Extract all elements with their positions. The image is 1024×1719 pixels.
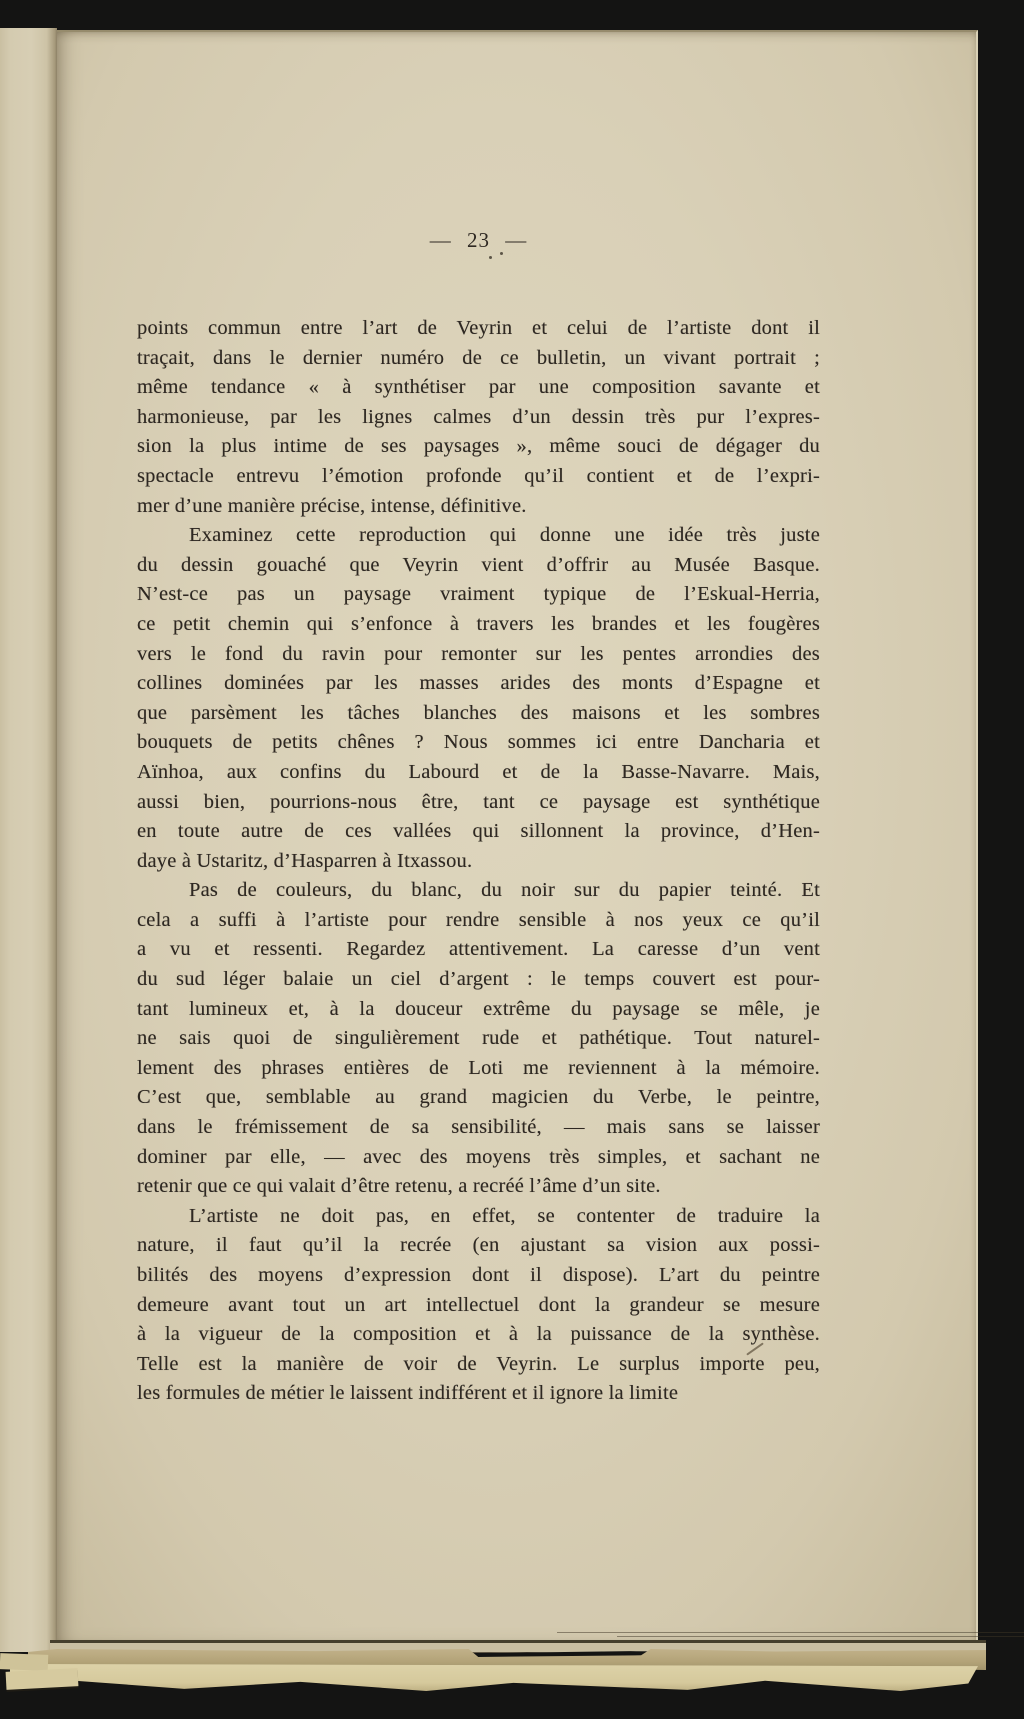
text-line: spectacle entrevu l’émotion profonde qu’il contient et de l’expri- [137, 464, 820, 487]
text-line: bouquets de petits chênes ? Nous sommes ici entre Dancharia et [137, 731, 820, 754]
bottom-page-edges [0, 1640, 992, 1716]
text-line: C’est que, semblable au grand magicien du Verbe, le peintre, [137, 1086, 820, 1109]
text-line: du dessin gouaché que Veyrin vient d’offrir au Musée Basque. [137, 553, 820, 576]
text-line: points commun entre l’art de Veyrin et celui de l’artiste dont il [137, 317, 820, 339]
text-line: que parsèment les tâches blanches des maisons et les sombres [137, 701, 820, 724]
page-crease-line [557, 1632, 1024, 1633]
text-line: Aïnhoa, aux confins du Labourd et de la Basse-Navarre. Mais, [137, 760, 820, 783]
page-edge-strip [10, 1664, 978, 1691]
text-line: Examinez cette reproduction qui donne une idée très juste [189, 524, 820, 547]
paragraph [137, 314, 820, 521]
ink-speck [500, 252, 503, 255]
text-line: aussi bien, pourrions-nous être, tant ce paysage est synthétique [137, 790, 820, 813]
text-line: daye à Ustaritz, d’Hasparren à Itxassou. [137, 849, 473, 872]
text-line: vers le fond du ravin pour remonter sur les pentes arrondies des [137, 642, 820, 665]
page-crease-line [617, 1636, 1024, 1637]
text-line: sion la plus intime de ses paysages », même souci de dégager du [137, 435, 820, 458]
text-line: ne sais quoi de singulièrement rude et pathétique. Tout naturel- [137, 1027, 820, 1050]
paragraph [137, 1202, 820, 1409]
facing-page-edge [0, 28, 57, 1652]
paragraph [137, 521, 820, 876]
text-line: les formules de métier le laissent indifférent et il ignore la limite [137, 1382, 679, 1405]
text-line: harmonieuse, par les lignes calmes d’un dessin très pur l’expres- [137, 405, 820, 428]
text-line: lement des phrases entières de Loti me reviennent à la mémoire. [137, 1056, 820, 1079]
text-line: L’artiste ne doit pas, en effet, se contenter de traduire la [189, 1204, 820, 1227]
text-line: tant lumineux et, à la douceur extrême du paysage se mêle, je [137, 997, 820, 1020]
text-line: du sud léger balaie un ciel d’argent : le temps couvert est pour- [137, 968, 820, 991]
text-line: collines dominées par les masses arides des monts d’Espagne et [137, 672, 820, 695]
text-line: N’est-ce pas un paysage vraiment typique de l’Eskual-Herria, [137, 583, 820, 606]
text-line: en toute autre de ces vallées qui sillonnent la province, d’Hen- [137, 820, 820, 843]
text-line: a vu et ressenti. Regardez attentivement. La caresse d’un vent [137, 938, 820, 961]
text-line: mer d’une manière précise, intense, définitive. [137, 494, 527, 517]
text-line: bilités des moyens d’expression dont il dispose). L’art du peintre [137, 1264, 820, 1286]
text-line: nature, il faut qu’il la recrée (en ajustant sa vision aux possi- [137, 1234, 820, 1257]
text-line: demeure avant tout un art intellectuel dont la grandeur se mesure [137, 1293, 820, 1316]
page-corner-tab [0, 1653, 48, 1671]
text-line: à la vigueur de la composition et à la puissance de la synthèse. [137, 1323, 820, 1346]
text-line: Pas de couleurs, du blanc, du noir sur du papier teinté. Et [189, 879, 820, 902]
text-line: même tendance « à synthétiser par une composition savante et [137, 376, 820, 399]
ink-speck [489, 256, 492, 259]
text-line: dans le frémissement de sa sensibilité, — mais sans se laisser [137, 1116, 820, 1139]
text-line: retenir que ce qui valait d’être retenu, a recréé l’âme d’un site. [137, 1175, 661, 1198]
text-line: cela a suffi à l’artiste pour rendre sensible à nos yeux ce qu’il [137, 908, 820, 931]
text-line: Telle est la manière de voir de Veyrin. Le surplus importe peu, [137, 1352, 820, 1375]
page-corner-tab [6, 1668, 79, 1690]
text-block [137, 314, 820, 1409]
text-line: traçait, dans le dernier numéro de ce bulletin, un vivant portrait ; [137, 346, 820, 369]
text-line: ce petit chemin qui s’enfonce à travers les brandes et les fougères [137, 612, 820, 635]
text-line: dominer par elle, — avec des moyens très simples, et sachant ne [137, 1145, 820, 1168]
page-number: — 23 — [429, 228, 528, 252]
paragraph [137, 876, 820, 1202]
book-page [57, 30, 978, 1640]
